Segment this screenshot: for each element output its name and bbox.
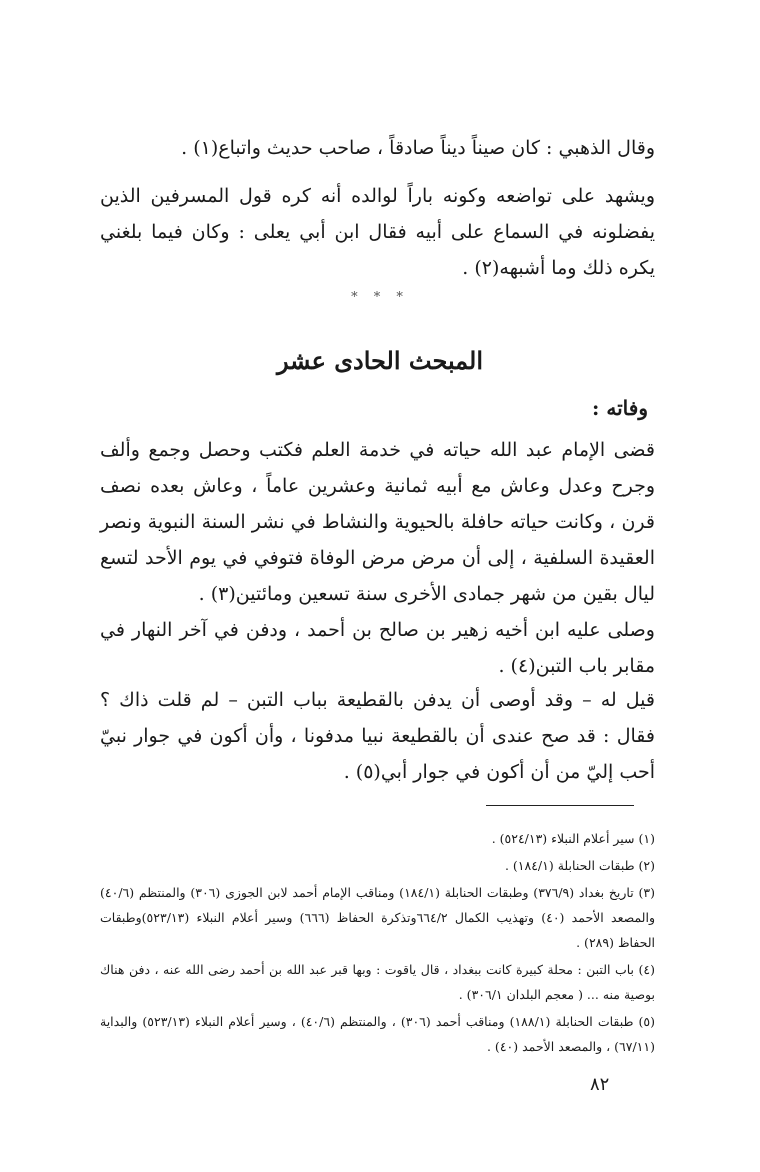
paragraph-life-summary: قضى الإمام عبد الله حياته في خدمة العلم فكتب وحصل وجمع وألف وجرح وعدل وعاش مع أبيه ثمانية وعشرين عاماً ، وعاش بعده نصف قرن ، وكانت حياته حافلة بالحيوية والنشاط في نشر السنة النبوية ونصر العقيدة السلفية ، إلى أن مرض مرض الوفاة فتوفي في يوم الأحد لتسع ليال بقين من شهر جمادى الأخرى سنة تسعين ومائتين(٣) .: [100, 439, 655, 605]
footnote-2: (٢) طبقات الحنابلة (١٨٤/١) .: [504, 858, 655, 873]
footnote-4: (٤) باب التبن : محلة كبيرة كانت ببغداد ، قال ياقوت : وبها قبر عبد الله بن أحمد رضى الله عنه ، دفن هناك بوصية منه ... ( معجم البلدان ٣٠٦/١) .: [100, 962, 655, 1002]
footnote-5: (٥) طبقات الحنابلة (١٨٨/١) ومناقب أحمد (٣٠٦) ، والمنتظم (٤٠/٦) ، وسير أعلام النبلاء (٥٢٣/١٣) والبداية (٦٧/١١) ، والمصعد الأحمد (٤٠) .: [100, 1014, 655, 1054]
footnotes: [100, 826, 655, 1061]
section-separator: * * *: [351, 290, 409, 305]
footnote-1: (١) سير أعلام النبلاء (٥٢٤/١٣) .: [491, 831, 655, 846]
footnote-divider: [486, 805, 634, 806]
page-number: ٨٢: [590, 1074, 610, 1095]
section-heading: المبحث الحادى عشر: [276, 346, 484, 375]
paragraph-dhahabi-quote: وقال الذهبي : كان صيناً ديناً صادقاً ، صاحب حديث واتباع(١) .: [181, 137, 655, 159]
paragraph-burial-wish: قيل له – وقد أوصى أن يدفن بالقطيعة بباب التبن – لم قلت ذاك ؟ فقال : قد صح عندى أن بالقطيعة نبيا مدفونا ، وأن أكون في جوار نبيّ أحب إليّ من أن أكون في جوار أبي(٥) .: [100, 689, 655, 783]
paragraph-humility: ويشهد على تواضعه وكونه باراً لوالده أنه كره قول المسرفين الذين يفضلونه في السماع على أبيه فقال ابن أبي يعلى : وكان فيما بلغني يكره ذلك وما أشبهه(٢) .: [100, 185, 655, 279]
paragraph-funeral-prayer: وصلى عليه ابن أخيه زهير بن صالح بن أحمد ، ودفن في آخر النهار في مقابر باب التبن(٤) .: [100, 619, 655, 677]
subheading-death: وفاته :: [592, 396, 648, 420]
footnote-3: (٣) تاريخ بغداد (٣٧٦/٩) وطبقات الحنابلة (١٨٤/١) ومناقب الإمام أحمد لابن الجوزى (٣٠٦) والمنتظم (٤٠/٦) والمصعد الأحمد (٤٠) وتهذيب الكمال ٦٦٤/٢وتذكرة الحفاظ (٦٦٦) وسير أعلام النبلاء (٥٢٣/١٣)وطبقات الحفاظ (٢٨٩) .: [100, 885, 655, 950]
